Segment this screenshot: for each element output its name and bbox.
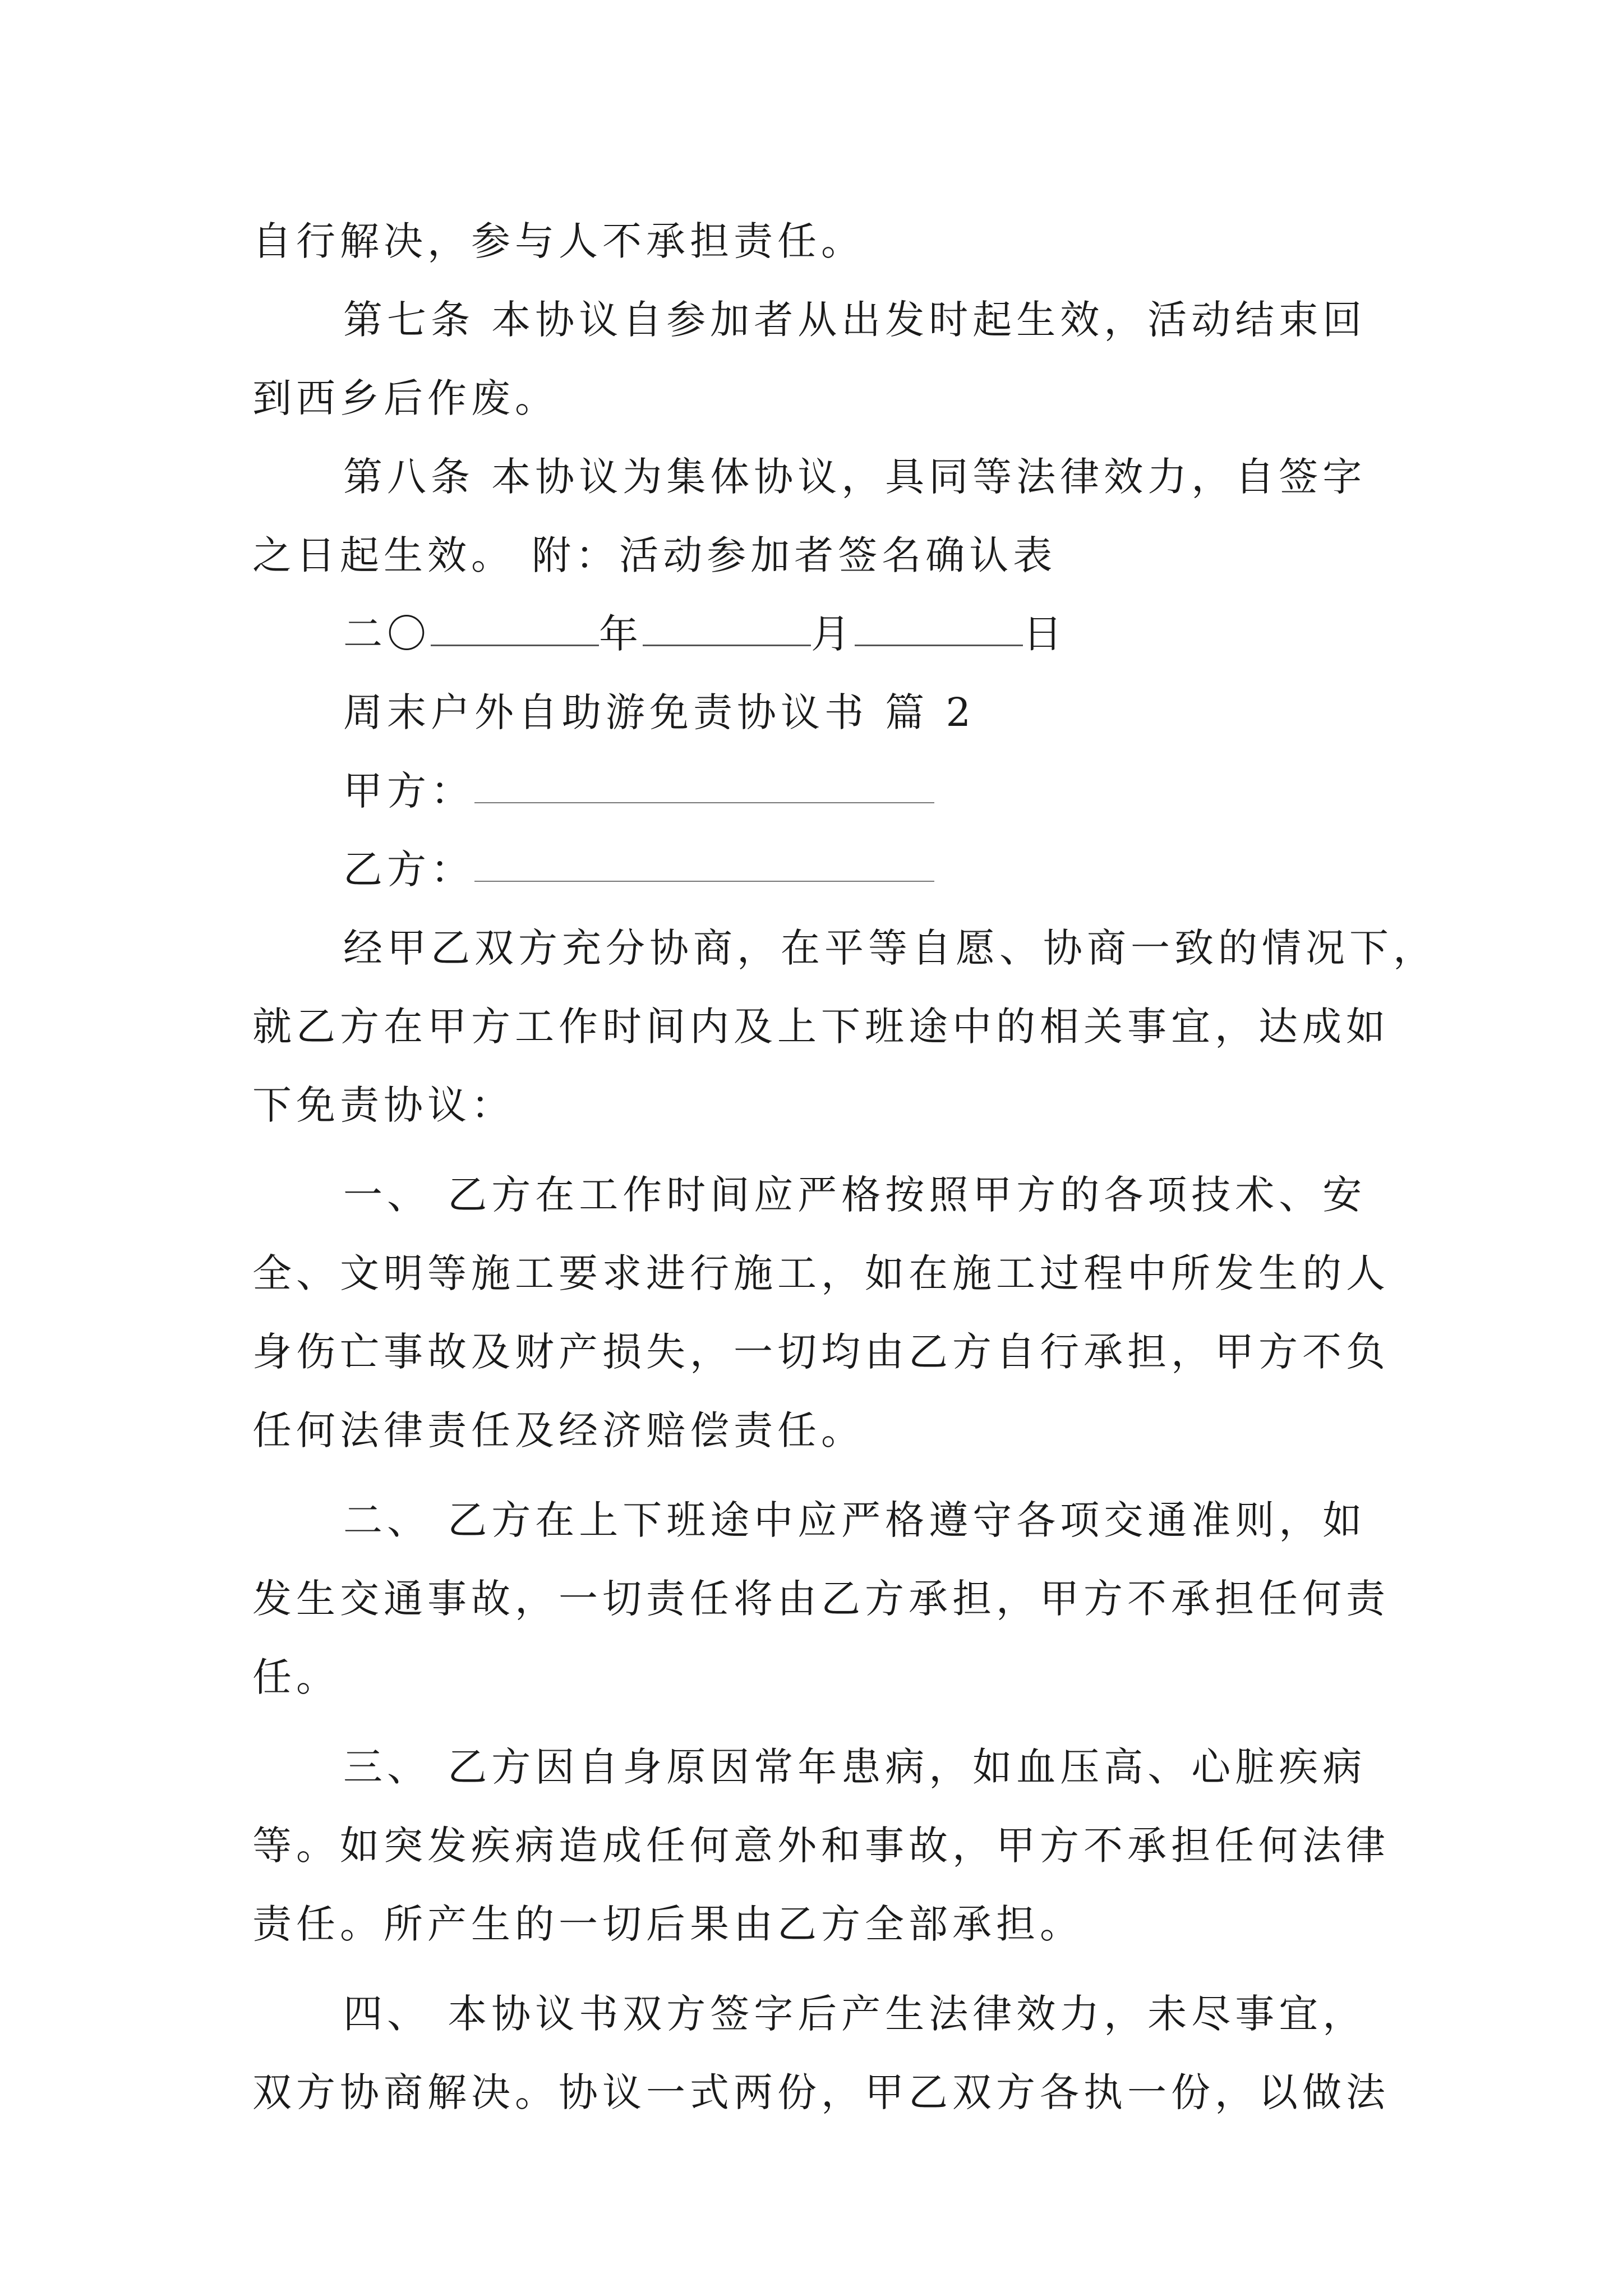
text-line: 自行解决，参与人不承担责任。 [252, 218, 865, 264]
text-line: 任。 [252, 1654, 340, 1700]
date-prefix: 二〇 [343, 611, 431, 657]
text-line: 等。如突发疾病造成任何意外和事故，甲方不承担任何法律 [252, 1823, 1390, 1869]
year-blank [431, 605, 599, 646]
party-b-blank [474, 841, 934, 882]
date-month-label: 月 [811, 611, 855, 657]
section-title: 周末户外自助游免责协议书 篇 2 [343, 689, 976, 735]
month-blank [643, 605, 811, 646]
party-a-line [343, 752, 1465, 830]
text-line: 到西乡后作废。 [252, 375, 559, 421]
text-line: 下免责协议： [252, 1082, 515, 1128]
article-seven: 第七条 本协议自参加者从出发时起生效，活动结束回 [343, 297, 1367, 343]
date-day-label: 日 [1023, 611, 1067, 657]
article-eight: 第八条 本协议为集体协议，具同等法律效力，自签字 [343, 454, 1367, 500]
clause-four: 四、 本协议书双方签字后产生法律效力，未尽事宜， [343, 1991, 1367, 2037]
date-line [343, 595, 1465, 673]
text-line: 任何法律责任及经济赔偿责任。 [252, 1407, 865, 1453]
party-b-line [343, 830, 1465, 909]
text-line: 就乙方在甲方工作时间内及上下班途中的相关事宜，达成如 [252, 1004, 1390, 1050]
clause-three: 三、 乙方因自身原因常年患病，如血压高、心脏疾病 [343, 1744, 1367, 1790]
text-line: 发生交通事故，一切责任将由乙方承担，甲方不承担任何责 [252, 1576, 1390, 1622]
paragraph-intro: 经甲乙双方充分协商，在平等自愿、协商一致的情况下， [343, 925, 1437, 971]
text-line: 身伤亡事故及财产损失，一切均由乙方自行承担，甲方不负 [252, 1329, 1390, 1375]
date-year-label: 年 [599, 611, 643, 657]
party-a-blank [474, 763, 934, 803]
day-blank [855, 605, 1023, 646]
clause-two: 二、 乙方在上下班途中应严格遵守各项交通准则，如 [343, 1497, 1367, 1543]
text-line: 全、文明等施工要求进行施工，如在施工过程中所发生的人 [252, 1250, 1390, 1296]
text-line: 双方协商解决。协议一式两份，甲乙双方各执一份，以做法 [252, 2069, 1390, 2115]
party-b-label: 乙方： [343, 846, 474, 892]
party-a-label: 甲方： [343, 768, 474, 814]
text-line: 责任。所产生的一切后果由乙方全部承担。 [252, 1901, 1083, 1947]
text-line: 之日起生效。 附：活动参加者签名确认表 [252, 532, 1057, 578]
clause-one: 一、 乙方在工作时间应严格按照甲方的各项技术、安 [343, 1172, 1367, 1218]
